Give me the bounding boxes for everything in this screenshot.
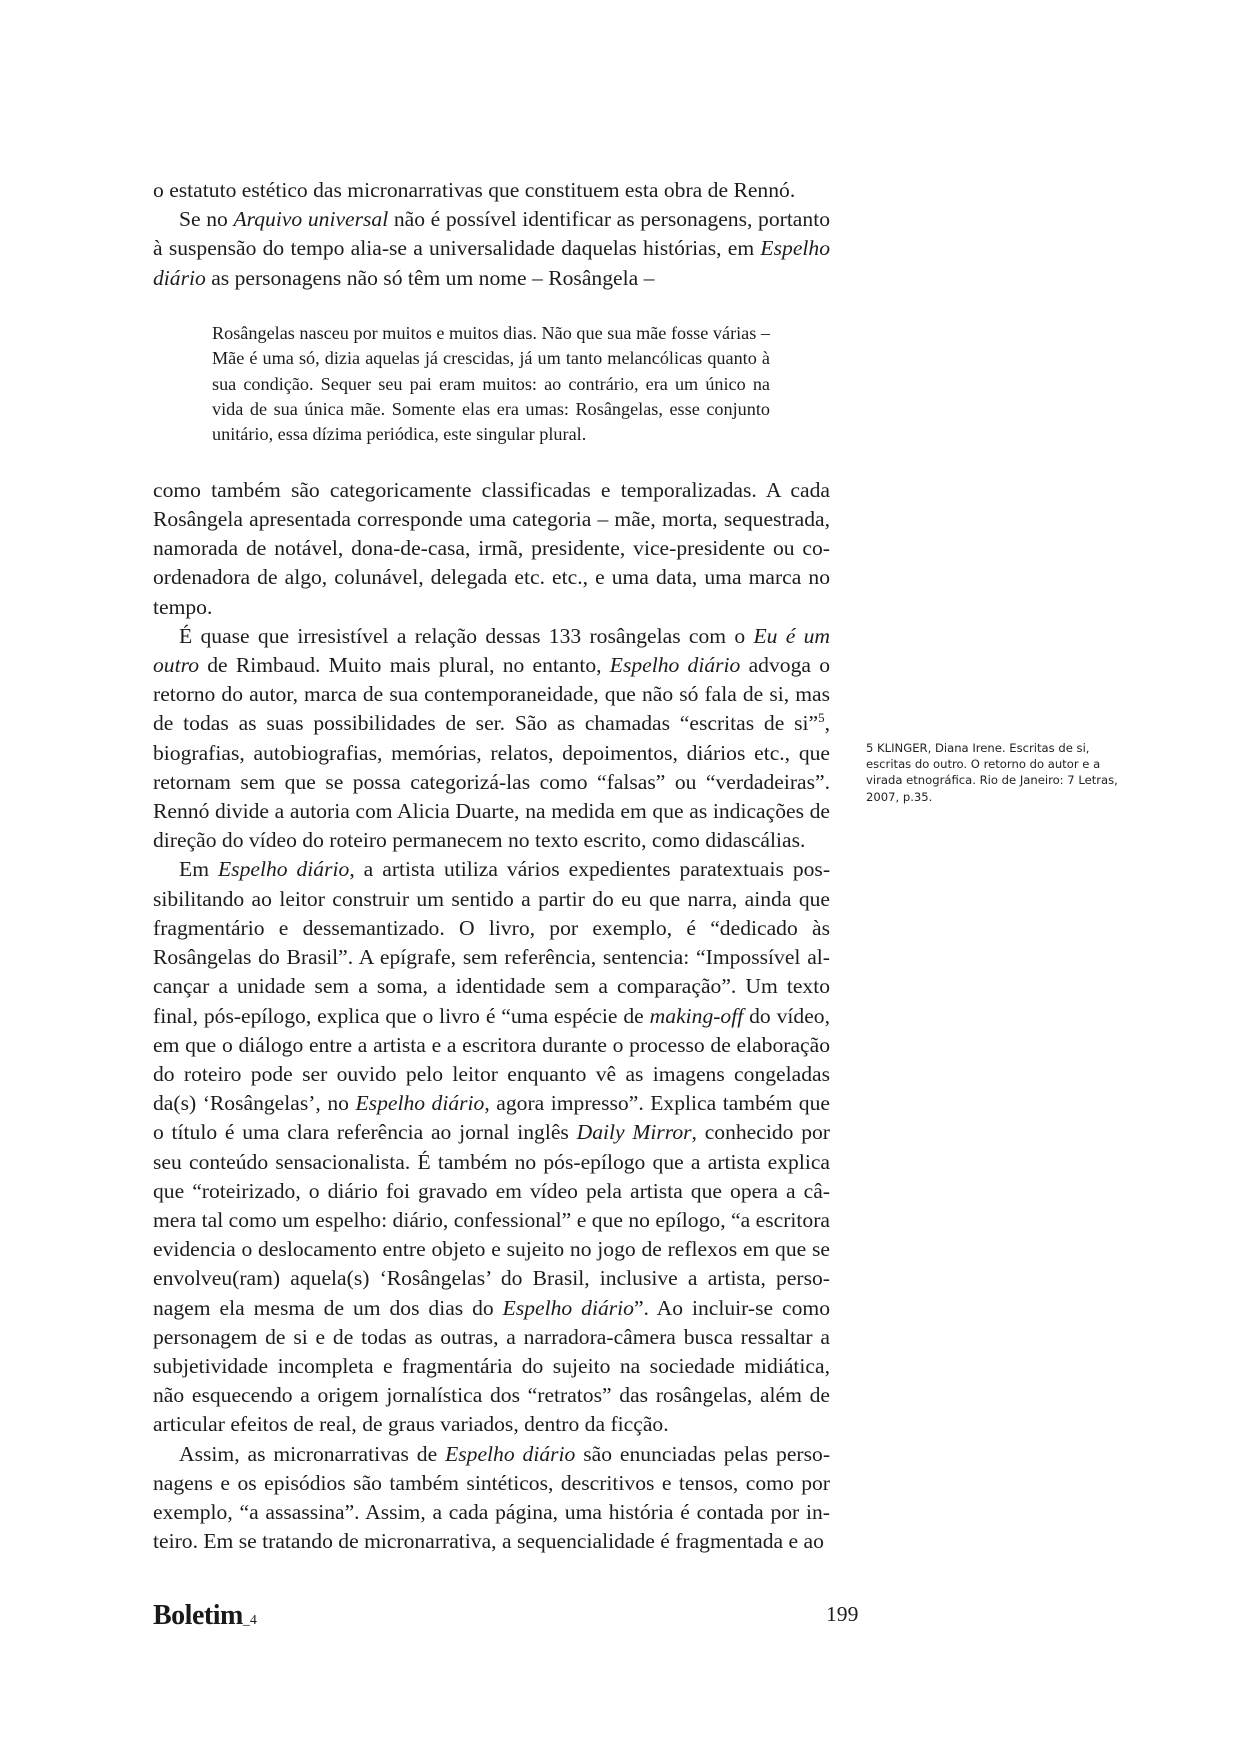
title-espelho-diario: Espelho diário — [355, 1091, 485, 1116]
paragraph-5-text-5: , conhecido por seu conteúdo sensacionalista. É também no pós-epílogo que a artista explica que “roteirizado, o diário foi gravado em vídeo pela artista que opera a câmera tal como um espelho: diário, confessional” e que no epílogo, “a escritora evidencia o deslocamento entre objeto e sujeito no jogo de reflexos em que se envolveu(ram) aquela(s) ‘Rosângelas’ do Brasil, inclusive a artista, personagem ela mesma de um dos dias do — [153, 1120, 830, 1320]
paragraph-5-text-2: , a artista utiliza vários expedientes paratextuais possibilitando ao leitor construir um sentido a partir do eu que narra, ainda que fragmentário e dessemantizado. O livro, por exemplo, é “dedicado às Rosângelas do Brasil”. A epígrafe, sem referência, sentencia: “Impossível alcançar a unidade sem a soma, a identidade sem a comparação”. Um texto final, pós-epílogo, explica que o livro é “uma espécie de — [153, 857, 831, 1028]
title-arquivo-universal: Arquivo universal — [233, 207, 389, 232]
page-number: 199 — [826, 1602, 859, 1626]
title-espelho-diario: Espelho diário — [502, 1295, 634, 1320]
paragraph-5-text-1: Em — [179, 857, 218, 882]
paragraph-6-text-1: Assim, as micronarrativas de — [179, 1441, 446, 1466]
term-making-off: making-off — [649, 1003, 744, 1028]
paragraph-4 — [153, 622, 830, 856]
paragraph-6-text-2: são enunciadas pelas personagens e os episódios são também sintéticos, descritivos e tensos, como por exemplo, “a assassina”. Assim, a cada página, uma história é contada por inteiro. Em se tratando de micronarrativa, a sequencialidade é fragmentada e ao — [153, 1441, 831, 1554]
paragraph-2-text-2: não é possível identificar as personagens, portanto à suspensão do tempo alia-se a universalidade daquelas histórias, em — [153, 207, 830, 261]
paragraph-5-text-6: ”. Ao incluir-se como personagem de si e de todas as outras, a narradora-câmera busca ressaltar a subjetividade incompleta e fragmentária do sujeito na sociedade midiática, não esquecendo a origem jornalística dos “retratos” das rosângelas, além de articular efeitos de real, de graus variados, dentro da ficção. — [153, 1295, 831, 1437]
journal-logo — [153, 1600, 257, 1632]
paragraph-5-text-4: , agora impresso”. Explica também que o título é uma clara referência ao jornal inglês — [153, 1091, 830, 1145]
paragraph-5 — [153, 855, 830, 1439]
paragraph-4-text-2: de Rimbaud. Muito mais plural, no entanto, — [199, 653, 610, 678]
title-espelho-diario: Espelho diário — [445, 1441, 576, 1466]
footnote-reference: 5 — [818, 710, 825, 726]
main-text-column — [153, 176, 830, 1556]
journal-logo-name: Boletim — [153, 1600, 243, 1631]
paragraph-2-text-3: as personagens não só têm um nome – Rosângela – — [205, 265, 655, 290]
paragraph-4-text-1: É quase que irresistível a relação dessas 133 rosângelas com o — [179, 623, 754, 648]
title-espelho-diario: Espelho diário — [153, 236, 830, 290]
paragraph-4-text-4: , biografias, autobiografias, memórias, relatos, depoimentos, diários etc., que retornam sem que se possa categorizá-las como “falsas” ou “verdadeiras”. Rennó divide a autoria com Alicia Duarte, na medida em que as indicações de direção do vídeo do roteiro permanecem no texto escrito, como didascálias. — [153, 711, 830, 853]
paragraph-2 — [153, 205, 830, 293]
title-espelho-diario: Espelho diário — [217, 857, 350, 882]
paragraph-6 — [153, 1440, 830, 1557]
footnote-5: 5 KLINGER, Diana Irene. Escritas de si, escritas do outro. O retorno do autor e a virada etnográfica. Rio de Janeiro: 7 Letras, 2007, p.35. — [866, 741, 1118, 804]
paragraph-1: o estatuto estético das micronarrativas que constituem esta obra de Rennó. — [153, 178, 796, 202]
title-daily-mirror: Daily Mirror — [576, 1120, 692, 1145]
paragraph-2-text-1: Se no — [179, 207, 234, 232]
journal-issue-number: _4 — [242, 1613, 257, 1628]
title-eu-e-um-outro: Eu é um outro — [153, 623, 830, 678]
paragraph-5-text-3: do vídeo, em que o diálogo entre a artista e a escritora durante o processo de elaboração do roteiro pode ser ouvido pelo leitor enquanto vê as imagens congeladas da(s) ‘Rosângelas’, no — [153, 1003, 830, 1116]
block-quote: Rosângelas nasceu por muitos e muitos dias. Não que sua mãe fosse várias – Mãe é uma só, dizia aquelas já crescidas, já um tanto melancólicas quanto à sua condição. Sequer seu pai eram muitos: ao contrário, era um único na vida de sua única mãe. Somente elas era umas: Rosângelas, esse conjunto unitário, essa dízima periódica, este singular plural. — [212, 322, 770, 445]
paragraph-4-text-3: advoga o retorno do autor, marca de sua contemporaneidade, que não só fala de si, mas de todas as suas possibilidades de ser. São as chamadas “escritas de si” — [153, 653, 830, 736]
title-espelho-diario: Espelho diário — [609, 653, 741, 678]
paragraph-3: como também são categoricamente classificadas e temporalizadas. A cada Rosângela apresentada corresponde uma categoria – mãe, morta, sequestrada, namorada de notável, dona-de-casa, irmã, presidente, vice-presidente ou coordenadora de algo, colunável, delegada etc. etc., e uma data, uma marca no tempo. — [153, 477, 830, 619]
